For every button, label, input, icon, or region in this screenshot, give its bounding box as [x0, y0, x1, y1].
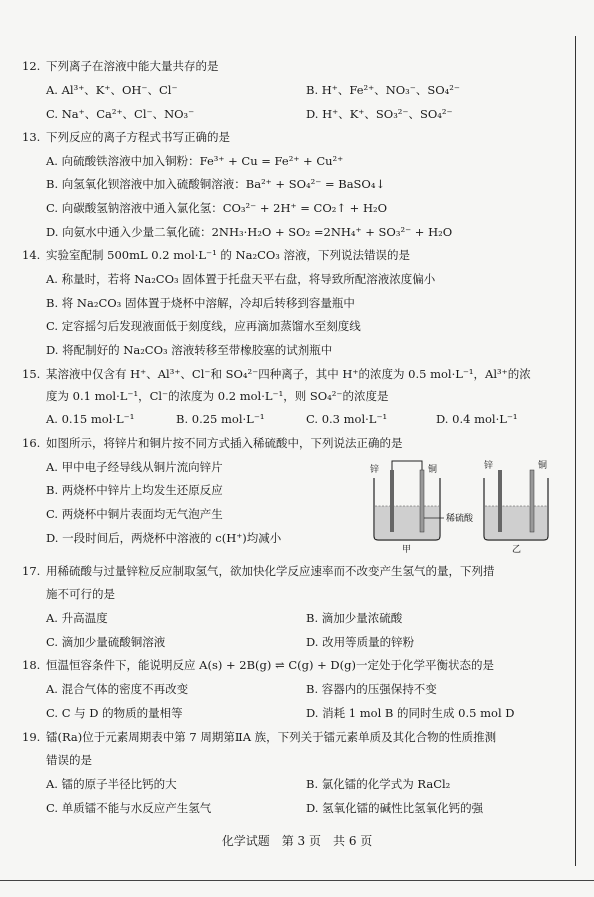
question-stem: 某溶液中仅含有 H⁺、Al³⁺、Cl⁻和 SO₄²⁻四种离子，其中 H⁺的浓度为 0.5 mol·L⁻¹，Al³⁺的浓 — [46, 367, 531, 381]
beaker-yi-label: 乙 — [512, 545, 522, 555]
option-a: A. 镭的原子半径比钙的大 — [46, 777, 177, 791]
option-d: D. 改用等质量的锌粉 — [306, 635, 415, 649]
question-17: 17. 用稀硫酸与过量锌粒反应制取氢气，欲加快化学反应速率而不改变产生氢气的量，下列措 — [22, 564, 495, 578]
beaker-yi — [484, 459, 548, 555]
question-stem-cont: 错误的是 — [46, 753, 92, 767]
zinc-label: 锌 — [484, 461, 494, 471]
option-c: C. 定容摇匀后发现液面低于刻度线，应再滴加蒸馏水至刻度线 — [46, 319, 361, 333]
option-b: B. 向氢氧化钡溶液中加入硫酸铜溶液：Ba²⁺ + SO₄²⁻ = BaSO₄↓ — [46, 177, 386, 191]
galvanic-cell-diagram — [366, 456, 561, 556]
question-13: 13. 下列反应的离子方程式书写正确的是 — [22, 130, 230, 144]
bottom-rule — [0, 880, 594, 881]
question-stem-cont: 施不可行的是 — [46, 587, 115, 601]
option-d: D. 一段时间后，两烧杯中溶液的 c(H⁺)均减小 — [46, 531, 282, 545]
page-footer: 化学试题 第 3 页 共 6 页 — [221, 834, 373, 848]
question-stem: 下列反应的离子方程式书写正确的是 — [46, 130, 230, 144]
option-d: D. H⁺、K⁺、SO₃²⁻、SO₄²⁻ — [306, 107, 453, 121]
option-b: B. 将 Na₂CO₃ 固体置于烧杯中溶解，冷却后转移到容量瓶中 — [46, 296, 355, 310]
question-18: 18. 恒温恒容条件下，能说明反应 A(s) + 2B(g) ⇌ C(g) + D(g)一定处于化学平衡状态的是 — [22, 658, 494, 672]
question-14: 14. 实验室配制 500mL 0.2 mol·L⁻¹ 的 Na₂CO₃ 溶液，下列说法错误的是 — [22, 248, 411, 262]
option-a: A. 混合气体的密度不再改变 — [46, 682, 189, 696]
option-d: D. 0.4 mol·L⁻¹ — [436, 412, 518, 426]
option-b: B. 两烧杯中锌片上均发生还原反应 — [46, 483, 223, 497]
copper-plate — [420, 470, 424, 532]
zinc-label: 锌 — [370, 465, 380, 475]
option-a: A. 称量时，若将 Na₂CO₃ 固体置于托盘天平右盘，将导致所配溶液浓度偏小 — [46, 272, 436, 286]
question-16: 16. 如图所示，将锌片和铜片按不同方式插入稀硫酸中，下列说法正确的是 — [22, 436, 403, 450]
question-stem-cont: 度为 0.1 mol·L⁻¹，Cl⁻的浓度为 0.2 mol·L⁻¹，则 SO₄²⁻的浓度是 — [46, 389, 389, 403]
question-12: 12. 下列离子在溶液中能大量共存的是 — [22, 59, 219, 73]
question-stem: 镭(Ra)位于元素周期表中第 7 周期第ⅡA 族，下列关于镭元素单质及其化合物的性质推测 — [46, 730, 497, 744]
copper-label: 铜 — [538, 461, 548, 471]
option-b: B. 容器内的压强保持不变 — [306, 682, 437, 696]
copper-label: 铜 — [428, 465, 438, 475]
zinc-plate — [498, 470, 502, 532]
beaker-jia — [370, 461, 440, 555]
copper-plate — [530, 470, 534, 532]
option-d: D. 消耗 1 mol B 的同时生成 0.5 mol D — [306, 706, 515, 720]
question-15: 15. 某溶液中仅含有 H⁺、Al³⁺、Cl⁻和 SO₄²⁻四种离子，其中 H⁺的浓度为 0.5 mol·L⁻¹，Al³⁺的浓 — [22, 367, 531, 381]
option-c: C. 0.3 mol·L⁻¹ — [306, 412, 388, 426]
wire — [392, 461, 422, 470]
option-a: A. 0.15 mol·L⁻¹ — [46, 412, 135, 426]
option-c: C. 两烧杯中铜片表面均无气泡产生 — [46, 507, 223, 521]
margin-rule — [575, 36, 576, 866]
question-stem: 实验室配制 500mL 0.2 mol·L⁻¹ 的 Na₂CO₃ 溶液，下列说法错误的是 — [46, 248, 411, 262]
option-c: C. C 与 D 的物质的量相等 — [46, 706, 183, 720]
option-c: C. 滴加少量硫酸铜溶液 — [46, 635, 166, 649]
option-a: A. 甲中电子经导线从铜片流向锌片 — [46, 460, 223, 474]
option-c: C. 单质镭不能与水反应产生氢气 — [46, 801, 212, 815]
option-b: B. 0.25 mol·L⁻¹ — [176, 412, 265, 426]
beaker-jia-label: 甲 — [402, 545, 412, 555]
option-b: B. 氯化镭的化学式为 RaCl₂ — [306, 777, 451, 791]
question-stem: 如图所示，将锌片和铜片按不同方式插入稀硫酸中，下列说法正确的是 — [46, 436, 403, 450]
option-a: A. 向硫酸铁溶液中加入铜粉：Fe³⁺ + Cu = Fe²⁺ + Cu²⁺ — [46, 154, 344, 168]
option-d: D. 将配制好的 Na₂CO₃ 溶液转移至带橡胶塞的试剂瓶中 — [46, 343, 333, 357]
question-stem: 用稀硫酸与过量锌粒反应制取氢气，欲加快化学反应速率而不改变产生氢气的量，下列措 — [46, 564, 495, 578]
option-d: D. 氢氧化镭的碱性比氢氧化钙的强 — [306, 801, 484, 815]
option-a: A. 升高温度 — [46, 611, 108, 625]
option-c: C. 向碳酸氢钠溶液中通入氯化氢：CO₃²⁻ + 2H⁺ = CO₂↑ + H₂O — [46, 201, 388, 215]
option-a: A. Al³⁺、K⁺、OH⁻、Cl⁻ — [46, 83, 178, 97]
option-b: B. H⁺、Fe²⁺、NO₃⁻、SO₄²⁻ — [306, 83, 460, 97]
question-19: 19. 镭(Ra)位于元素周期表中第 7 周期第ⅡA 族，下列关于镭元素单质及其化合物的性质推测 — [22, 730, 497, 744]
question-stem: 下列离子在溶液中能大量共存的是 — [46, 59, 219, 73]
acid-label: 稀硫酸 — [446, 514, 474, 524]
option-d: D. 向氨水中通入少量二氧化硫：2NH₃·H₂O + SO₂ =2NH₄⁺ + SO₃²⁻ + H₂O — [46, 225, 453, 239]
option-b: B. 滴加少量浓硫酸 — [306, 611, 403, 625]
option-c: C. Na⁺、Ca²⁺、Cl⁻、NO₃⁻ — [46, 107, 195, 121]
question-stem: 恒温恒容条件下，能说明反应 A(s) + 2B(g) ⇌ C(g) + D(g)一定处于化学平衡状态的是 — [46, 658, 494, 672]
zinc-plate — [390, 470, 394, 532]
